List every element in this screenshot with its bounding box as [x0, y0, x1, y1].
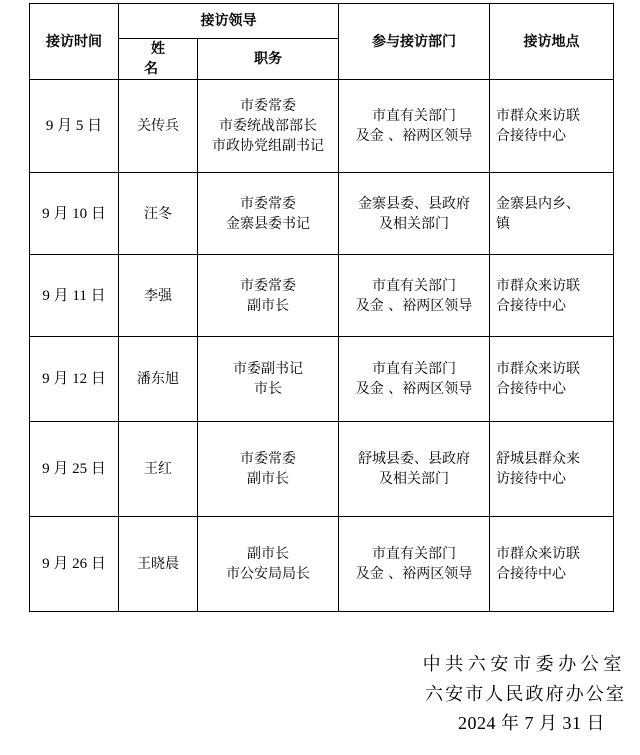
location-line: 访接待中心 [496, 471, 566, 487]
header-departments: 参与接访部门 [339, 4, 490, 80]
position-line: 市委常委 [240, 195, 296, 212]
position-line: 市委常委 [240, 277, 296, 294]
departments [339, 337, 490, 422]
leader-name: 关传兵 [119, 80, 198, 173]
departments-line: 市直有关部门 [372, 108, 456, 124]
leader-name: 李强 [119, 255, 198, 337]
leader-position [198, 80, 339, 173]
location-line: 市群众来访联 [496, 277, 580, 294]
position-line: 市委副书记 [233, 361, 303, 377]
location [490, 173, 614, 255]
departments [339, 422, 490, 517]
location-line: 市群众来访联 [496, 361, 580, 377]
location-line: 合接待中心 [496, 297, 566, 314]
leader-position [198, 337, 339, 422]
departments-line: 市直有关部门 [372, 546, 456, 562]
departments [339, 517, 490, 612]
leader-name: 王红 [119, 422, 198, 517]
position-line: 副市长 [247, 471, 289, 487]
header-position: 职务 [198, 39, 339, 80]
departments [339, 255, 490, 337]
position-line: 副市长 [247, 546, 289, 562]
issue-date: 2024 年 7 月 31 日 [458, 713, 605, 733]
leader-name: 王晓晨 [119, 517, 198, 612]
table-row [30, 173, 614, 255]
table-row [30, 517, 614, 612]
departments-line: 及金 、裕两区领导 [355, 566, 473, 582]
position-line: 金寨县委书记 [226, 215, 310, 232]
visit-schedule-table [29, 3, 614, 612]
visit-date: 9 月 12 日 [30, 337, 119, 422]
visit-date: 9 月 25 日 [30, 422, 119, 517]
leader-name: 汪冬 [119, 173, 198, 255]
leader-name: 潘东旭 [119, 337, 198, 422]
location-line: 市群众来访联 [496, 546, 580, 562]
leader-position [198, 422, 339, 517]
table-row [30, 255, 614, 337]
issuer-government-office: 六安市人民政府办公室 [425, 684, 626, 704]
table-row [30, 422, 614, 517]
departments [339, 80, 490, 173]
visit-date: 9 月 10 日 [30, 173, 119, 255]
location-line: 合接待中心 [496, 381, 566, 397]
departments [339, 173, 490, 255]
header-leader-group: 接访领导 [119, 4, 339, 39]
location-line: 金寨县内乡、 [496, 195, 580, 212]
leader-position [198, 255, 339, 337]
location [490, 517, 614, 612]
table-row [30, 80, 614, 173]
leader-position [198, 173, 339, 255]
issuer-party-office: 中共六安市委办公室 [422, 654, 626, 674]
header-row-1 [30, 4, 614, 39]
departments-line: 舒城县委、县政府 [358, 451, 470, 467]
visit-date: 9 月 26 日 [30, 517, 119, 612]
position-line: 市政协党组副书记 [212, 138, 324, 154]
position-line: 市委常委 [240, 451, 296, 467]
departments-line: 金寨县委、县政府 [358, 195, 470, 212]
departments-line: 及金 、裕两区领导 [355, 297, 473, 314]
location-line: 合接待中心 [496, 566, 566, 582]
visit-date: 9 月 5 日 [30, 80, 119, 173]
position-line: 副市长 [247, 297, 289, 314]
location-line: 舒城县群众来 [496, 451, 580, 467]
table-row [30, 337, 614, 422]
position-line: 市长 [254, 381, 282, 397]
location [490, 337, 614, 422]
position-line: 市公安局局长 [226, 566, 310, 582]
location [490, 80, 614, 173]
header-location: 接访地点 [490, 4, 614, 80]
header-name [119, 39, 198, 80]
departments-line: 及相关部门 [379, 215, 449, 232]
departments-line: 及相关部门 [379, 471, 449, 487]
location [490, 422, 614, 517]
location-line: 镇 [496, 215, 510, 232]
location-line: 市群众来访联 [496, 108, 580, 124]
leader-position [198, 517, 339, 612]
position-line: 市委统战部部长 [219, 118, 317, 134]
departments-line: 市直有关部门 [372, 361, 456, 377]
header-time: 接访时间 [30, 4, 119, 80]
header-name-label: 姓 名 [144, 41, 179, 77]
departments-line: 及金 、裕两区领导 [355, 381, 473, 397]
departments-line: 市直有关部门 [372, 277, 456, 294]
departments-line: 及金 、裕两区领导 [355, 128, 473, 144]
visit-date: 9 月 11 日 [30, 255, 119, 337]
location [490, 255, 614, 337]
location-line: 合接待中心 [496, 128, 566, 144]
position-line: 市委常委 [240, 98, 296, 114]
